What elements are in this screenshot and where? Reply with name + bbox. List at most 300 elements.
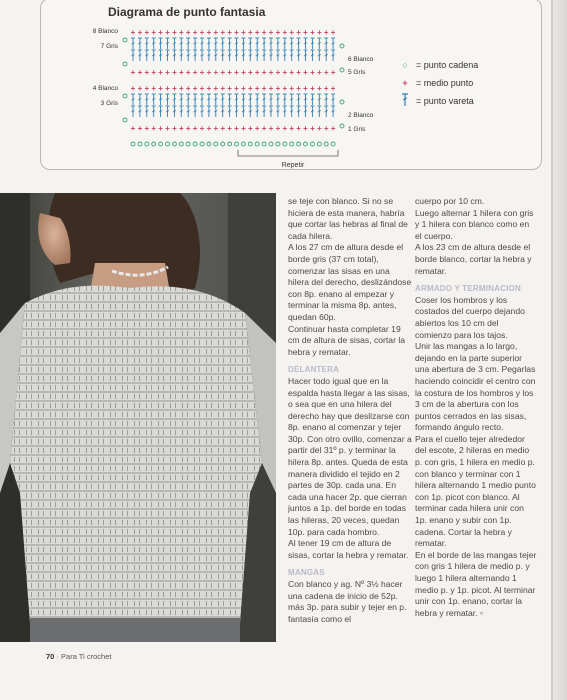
vareta-mark — [193, 50, 197, 61]
medio-punto-mark: + — [206, 28, 212, 37]
vareta-mark — [262, 38, 266, 49]
vareta-mark — [186, 50, 190, 61]
vareta-mark — [290, 38, 294, 49]
vareta-mark — [304, 38, 308, 49]
vareta-mark — [214, 38, 218, 49]
vareta-mark — [276, 106, 280, 117]
cadena-mark — [324, 142, 328, 146]
vareta-mark — [207, 94, 211, 105]
vareta-mark — [290, 106, 294, 117]
vareta-mark — [255, 50, 259, 61]
medio-punto-mark: + — [165, 28, 170, 37]
medio-punto-mark: + — [220, 68, 226, 77]
cadena-mark — [262, 142, 266, 146]
circle-icon: ○ — [402, 60, 408, 70]
medio-punto-mark: + — [234, 28, 239, 37]
vareta-mark — [172, 38, 176, 49]
legend-item-medio-punto — [398, 74, 478, 92]
vareta-mark — [262, 94, 266, 105]
medio-punto-mark: + — [310, 84, 315, 93]
cadena-mark — [200, 142, 204, 146]
paragraph: Hacer todo igual que en la espalda hasta llegar a las sisas, o sea que en una hilera del derecho hay que deslizarse con 8p. enano al comenzar y tejer 30p. Con otro ovillo, comenzar a partir del 31º p. y terminar la hilera 8p. antes. Queda de esta manera dividido el tejido en 2 partes de 30p. cada una. En cada una hacer 2p. que cierran juntos a 1p. del borde en todas las hileras, 20 veces, quedan 10p. para cada hombro. — [288, 375, 412, 537]
cadena-mark — [276, 142, 280, 146]
medio-punto-mark: + — [303, 124, 308, 133]
vareta-mark — [200, 50, 204, 61]
paragraph: Unir las mangas a lo largo, dejando en la parte superior una abertura de 3 cm. Pegarlas haciendo coincidir el centro con la costura de los hombros y los 3 cm de la abertura con los puntos cerrados en las sisas, formando ángulo recto. — [415, 341, 536, 433]
vareta-mark — [304, 106, 308, 117]
cadena-mark — [214, 142, 218, 146]
instructions-column-1 — [288, 196, 412, 625]
vareta-mark — [207, 106, 211, 117]
vareta-mark — [297, 50, 301, 61]
medio-punto-mark: + — [310, 28, 315, 37]
row-label-right: 5 Gris — [348, 69, 366, 76]
vareta-mark — [159, 94, 163, 105]
vareta-mark — [221, 50, 225, 61]
vareta-mark — [248, 106, 252, 117]
cadena-mark — [248, 142, 252, 146]
vareta-mark — [152, 106, 156, 117]
vareta-mark — [228, 94, 232, 105]
medio-punto-mark: + — [241, 84, 246, 93]
vareta-mark — [207, 50, 211, 61]
medio-punto-mark: + — [323, 124, 329, 133]
medio-punto-mark: + — [151, 68, 157, 77]
vareta-mark — [179, 38, 183, 49]
medio-punto-mark: + — [213, 68, 219, 77]
medio-punto-mark: + — [178, 124, 184, 133]
medio-punto-mark: + — [289, 68, 295, 77]
paragraph: Con blanco y ag. Nº 3½ hacer una cadena de inicio de 52p. más 3p. para subir y tejer en p. fantasía como el — [288, 579, 407, 624]
vareta-mark — [269, 106, 273, 117]
medio-punto-mark: + — [241, 68, 246, 77]
medio-punto-mark: + — [130, 28, 136, 37]
vareta-mark — [255, 106, 259, 117]
medio-punto-mark: + — [227, 124, 232, 133]
medio-punto-mark: + — [282, 84, 288, 93]
vareta-mark — [179, 106, 183, 117]
paragraph: Al tener 19 cm de altura de sisas, cortar la hebra y rematar. — [288, 538, 409, 560]
medio-punto-mark: + — [330, 68, 336, 77]
medio-punto-mark: + — [303, 68, 308, 77]
vareta-mark — [193, 106, 197, 117]
vareta-mark — [152, 38, 156, 49]
vareta-mark — [179, 50, 183, 61]
vareta-mark — [276, 50, 280, 61]
vareta-mark — [317, 106, 321, 117]
cadena-mark — [172, 142, 176, 146]
vareta-mark — [172, 50, 176, 61]
vareta-mark — [310, 94, 314, 105]
medio-punto-mark: + — [254, 68, 260, 77]
medio-punto-mark: + — [185, 84, 191, 93]
medio-punto-mark: + — [206, 68, 212, 77]
vareta-mark — [241, 94, 245, 105]
medio-punto-mark: + — [151, 28, 157, 37]
medio-punto-mark: + — [275, 28, 281, 37]
medio-punto-mark: + — [303, 84, 308, 93]
medio-punto-mark: + — [199, 68, 205, 77]
cadena-mark — [340, 44, 344, 48]
medio-punto-mark: + — [310, 124, 315, 133]
medio-punto-mark: + — [158, 28, 163, 37]
row-label-left: 3 Gris — [100, 100, 118, 107]
medio-punto-mark: + — [206, 84, 212, 93]
vareta-mark — [131, 38, 135, 49]
sweater-photo — [0, 193, 276, 642]
paragraph: Coser los hombros y los costados del cuerpo dejando abiertos los 10 cm del comienzo para los tajos. — [415, 294, 525, 340]
medio-punto-mark: + — [316, 124, 322, 133]
medio-punto-mark: + — [323, 28, 329, 37]
medio-punto-mark: + — [220, 124, 226, 133]
vareta-icon — [398, 93, 412, 109]
vareta-mark — [145, 106, 149, 117]
medio-punto-mark: + — [275, 124, 281, 133]
medio-punto-mark: + — [254, 28, 260, 37]
medio-punto-mark: + — [227, 68, 232, 77]
medio-punto-mark: + — [268, 84, 274, 93]
legend — [398, 56, 478, 110]
medio-punto-mark: + — [165, 124, 170, 133]
row-label-right: 2 Blanco — [348, 112, 374, 119]
vareta-mark — [138, 106, 142, 117]
medio-punto-mark: + — [289, 84, 295, 93]
vareta-mark — [304, 94, 308, 105]
medio-punto-mark: + — [172, 28, 177, 37]
medio-punto-mark: + — [213, 84, 219, 93]
vareta-mark — [262, 50, 266, 61]
instructions-column-2 — [415, 196, 537, 619]
medio-punto-mark: + — [310, 68, 315, 77]
legend-item-cadena — [398, 56, 478, 74]
cadena-mark — [123, 38, 127, 42]
cadena-mark — [241, 142, 245, 146]
vareta-mark — [166, 94, 170, 105]
paragraph: Para el cuello tejer alrededor del escote, 2 hileras en medio p. con gris, 1 hilera en medio p. con blanco y terminar con 1 hilera alternando 1 medio punto con 1p. picot con blanco. Al terminar cada hilera unir con 1p. enano y subir con 1p. cadena. Cortar la hebra y rematar. — [415, 433, 536, 549]
medio-punto-mark: + — [137, 84, 143, 93]
cadena-mark — [207, 142, 211, 146]
medio-punto-mark: + — [172, 124, 177, 133]
medio-punto-mark: + — [144, 84, 150, 93]
medio-punto-mark: + — [185, 28, 191, 37]
vareta-mark — [324, 38, 328, 49]
vareta-mark — [276, 38, 280, 49]
medio-punto-mark: + — [220, 84, 226, 93]
cadena-mark — [123, 62, 127, 66]
vareta-mark — [248, 50, 252, 61]
medio-punto-mark: + — [213, 124, 219, 133]
medio-punto-mark: + — [316, 68, 322, 77]
medio-punto-mark: + — [199, 28, 205, 37]
medio-punto-mark: + — [144, 28, 150, 37]
medio-punto-mark: + — [241, 124, 246, 133]
vareta-mark — [200, 94, 204, 105]
medio-punto-mark: + — [261, 68, 267, 77]
cadena-mark — [152, 142, 156, 146]
medio-punto-mark: + — [130, 84, 136, 93]
cadena-mark — [235, 142, 239, 146]
medio-punto-mark: + — [144, 124, 150, 133]
cadena-mark — [310, 142, 314, 146]
medio-punto-mark: + — [206, 124, 212, 133]
vareta-mark — [324, 94, 328, 105]
paragraph: En el borde de las mangas tejer con gris 1 hilera de medio p. y luego 1 hilera alternando 1 medio p. y 1p. picot. Al terminar unir con 1p. enano, cortar la hebra y rematar. ▫ — [415, 549, 537, 618]
medio-punto-mark: + — [268, 28, 274, 37]
medio-punto-mark: + — [213, 28, 219, 37]
medio-punto-mark: + — [172, 84, 177, 93]
medio-punto-mark: + — [289, 124, 295, 133]
medio-punto-mark: + — [137, 124, 143, 133]
vareta-mark — [269, 50, 273, 61]
vareta-mark — [159, 50, 163, 61]
legend-label: = punto cadena — [416, 60, 479, 70]
medio-punto-mark: + — [151, 84, 157, 93]
vareta-mark — [214, 106, 218, 117]
vareta-mark — [221, 38, 225, 49]
vareta-mark — [228, 38, 232, 49]
section-heading: MANGAS — [288, 568, 325, 578]
vareta-mark — [200, 38, 204, 49]
vareta-mark — [200, 106, 204, 117]
medio-punto-mark: + — [330, 84, 336, 93]
medio-punto-mark: + — [268, 124, 274, 133]
medio-punto-mark: + — [158, 68, 163, 77]
medio-punto-mark: + — [178, 28, 184, 37]
medio-punto-mark: + — [130, 124, 136, 133]
row-label-left: 7 Gris — [100, 43, 118, 50]
vareta-mark — [186, 94, 190, 105]
vareta-mark — [152, 94, 156, 105]
medio-punto-mark: + — [282, 68, 288, 77]
cadena-mark — [297, 142, 301, 146]
medio-punto-mark: + — [172, 68, 177, 77]
medio-punto-mark: + — [303, 28, 308, 37]
vareta-mark — [172, 106, 176, 117]
medio-punto-mark: + — [165, 68, 170, 77]
cadena-mark — [221, 142, 225, 146]
vareta-mark — [145, 94, 149, 105]
vareta-mark — [310, 50, 314, 61]
section-heading: DELANTERA — [288, 365, 340, 375]
vareta-mark — [304, 50, 308, 61]
medio-punto-mark: + — [178, 84, 184, 93]
medio-punto-mark: + — [247, 68, 253, 77]
legend-label: = punto vareta — [416, 96, 474, 106]
medio-punto-mark: + — [316, 84, 322, 93]
row-label-right: 1 Gris — [348, 126, 366, 133]
medio-punto-mark: + — [199, 124, 205, 133]
medio-punto-mark: + — [165, 84, 170, 93]
medio-punto-mark: + — [192, 68, 198, 77]
vareta-mark — [235, 94, 239, 105]
vareta-mark — [228, 106, 232, 117]
medio-punto-mark: + — [282, 28, 288, 37]
vareta-mark — [310, 38, 314, 49]
vareta-mark — [207, 38, 211, 49]
medio-punto-mark: + — [192, 84, 198, 93]
medio-punto-mark: + — [178, 68, 184, 77]
cadena-mark — [159, 142, 163, 146]
vareta-mark — [166, 38, 170, 49]
vareta-mark — [235, 50, 239, 61]
stitch-chart — [0, 0, 567, 175]
vareta-mark — [269, 94, 273, 105]
vareta-mark — [186, 106, 190, 117]
stitch-grid — [131, 28, 336, 146]
vareta-mark — [138, 38, 142, 49]
vareta-mark — [331, 106, 335, 117]
vareta-mark — [221, 94, 225, 105]
vareta-mark — [131, 106, 135, 117]
cadena-mark — [166, 142, 170, 146]
vareta-mark — [145, 50, 149, 61]
medio-punto-mark: + — [296, 84, 301, 93]
medio-punto-mark: + — [254, 84, 260, 93]
vareta-mark — [214, 50, 218, 61]
vareta-mark — [331, 94, 335, 105]
medio-punto-mark: + — [227, 28, 232, 37]
vareta-mark — [324, 106, 328, 117]
section-heading: ARMADO Y TERMINACION — [415, 284, 521, 294]
medio-punto-mark: + — [137, 68, 143, 77]
vareta-mark — [317, 38, 321, 49]
cadena-mark — [290, 142, 294, 146]
vareta-mark — [138, 94, 142, 105]
medio-punto-mark: + — [199, 84, 205, 93]
medio-punto-mark: + — [227, 84, 232, 93]
medio-punto-mark: + — [144, 68, 150, 77]
vareta-mark — [324, 50, 328, 61]
vareta-mark — [186, 38, 190, 49]
cadena-mark — [340, 100, 344, 104]
row-label-left: 4 Blanco — [92, 85, 118, 92]
medio-punto-mark: + — [158, 124, 163, 133]
vareta-mark — [310, 106, 314, 117]
repeat-label: Repetir — [281, 162, 305, 169]
cadena-mark — [331, 142, 335, 146]
vareta-mark — [269, 38, 273, 49]
page-footer — [46, 652, 111, 661]
medio-punto-mark: + — [151, 124, 157, 133]
vareta-mark — [221, 106, 225, 117]
vareta-mark — [172, 94, 176, 105]
medio-punto-mark: + — [247, 28, 253, 37]
vareta-mark — [145, 38, 149, 49]
medio-punto-mark: + — [323, 84, 329, 93]
vareta-mark — [297, 38, 301, 49]
magazine-name: · Para Ti crochet — [56, 652, 112, 661]
cadena-mark — [138, 142, 142, 146]
vareta-mark — [235, 106, 239, 117]
vareta-mark — [159, 106, 163, 117]
cadena-mark — [193, 142, 197, 146]
cadena-mark — [145, 142, 149, 146]
cadena-mark — [123, 94, 127, 98]
medio-punto-mark: + — [330, 124, 336, 133]
cadena-mark — [131, 142, 135, 146]
cadena-mark — [186, 142, 190, 146]
medio-punto-mark: + — [185, 68, 191, 77]
diagram-title: Diagrama de punto fantasia — [108, 5, 266, 19]
medio-punto-mark: + — [296, 28, 301, 37]
cadena-mark — [283, 142, 287, 146]
paragraph: Continuar hasta completar 19 cm de altura de sisas, cortar la hebra y rematar. — [288, 323, 406, 357]
medio-punto-mark: + — [192, 28, 198, 37]
cadena-mark — [340, 124, 344, 128]
medio-punto-mark: + — [296, 68, 301, 77]
vareta-mark — [248, 38, 252, 49]
paragraph: se teje con blanco. Si no se hiciera de esta manera, habría que cortar las hebras al final de cada hilera. — [288, 196, 408, 241]
vareta-mark — [283, 94, 287, 105]
vareta-mark — [297, 94, 301, 105]
legend-item-vareta — [398, 92, 478, 110]
medio-punto-mark: + — [254, 124, 260, 133]
row-label-left: 8 Blanco — [92, 28, 118, 35]
cadena-mark — [340, 68, 344, 72]
cadena-mark — [317, 142, 321, 146]
paragraph: A los 23 cm de altura desde el borde blanco, cortar la hebra y rematar. — [415, 242, 532, 276]
medio-punto-mark: + — [220, 28, 226, 37]
vareta-mark — [214, 94, 218, 105]
medio-punto-mark: + — [247, 84, 253, 93]
repeat-bracket — [238, 150, 338, 156]
vareta-mark — [262, 106, 266, 117]
vareta-mark — [166, 106, 170, 117]
paragraph: Luego alternar 1 hilera con gris y 1 hilera con blanco como en el cuerpo. — [415, 207, 534, 241]
medio-punto-mark: + — [282, 124, 288, 133]
vareta-mark — [331, 38, 335, 49]
vareta-mark — [297, 106, 301, 117]
medio-punto-mark: + — [323, 68, 329, 77]
paragraph: cuerpo por 10 cm. — [415, 196, 485, 206]
medio-punto-mark: + — [330, 28, 336, 37]
medio-punto-mark: + — [296, 124, 301, 133]
vareta-mark — [255, 38, 259, 49]
medio-punto-mark: + — [192, 124, 198, 133]
paragraph: A los 27 cm de altura desde el borde gris (37 cm total), comenzar las sisas en una hilera del derecho, deslizándose con 8p. enano al empezar y terminar la misma 8p. antes, quedan 60p. — [288, 242, 412, 322]
vareta-mark — [290, 94, 294, 105]
vareta-mark — [152, 50, 156, 61]
vareta-mark — [228, 50, 232, 61]
vareta-mark — [138, 50, 142, 61]
vareta-mark — [241, 50, 245, 61]
medio-punto-mark: + — [234, 124, 239, 133]
vareta-mark — [283, 106, 287, 117]
vareta-mark — [248, 94, 252, 105]
plus-icon: + — [402, 78, 408, 88]
medio-punto-mark: + — [261, 84, 267, 93]
cadena-mark — [228, 142, 232, 146]
medio-punto-mark: + — [268, 68, 274, 77]
vareta-mark — [131, 50, 135, 61]
vareta-mark — [241, 106, 245, 117]
medio-punto-mark: + — [241, 28, 246, 37]
medio-punto-mark: + — [234, 68, 239, 77]
cadena-mark — [123, 118, 127, 122]
vareta-mark — [317, 94, 321, 105]
vareta-mark — [131, 94, 135, 105]
cadena-mark — [304, 142, 308, 146]
vareta-mark — [283, 50, 287, 61]
medio-punto-mark: + — [158, 84, 163, 93]
vareta-mark — [159, 38, 163, 49]
medio-punto-mark: + — [234, 84, 239, 93]
medio-punto-mark: + — [316, 28, 322, 37]
cadena-mark — [255, 142, 259, 146]
legend-label: = medio punto — [416, 78, 474, 88]
vareta-mark — [331, 50, 335, 61]
medio-punto-mark: + — [137, 28, 143, 37]
